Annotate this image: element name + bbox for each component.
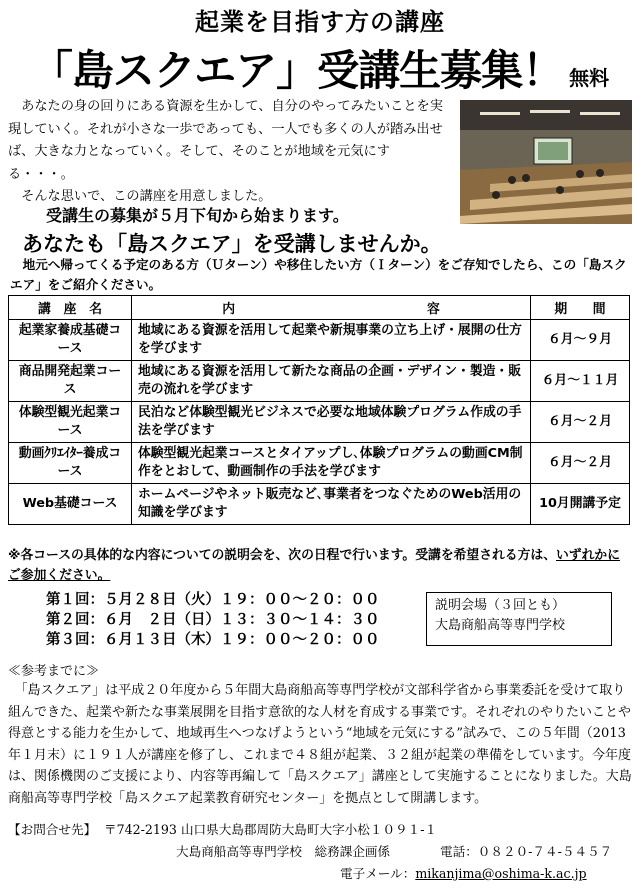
contact-label: 【お問合せ先】 (8, 822, 97, 837)
title-row (0, 38, 640, 98)
session-item: 第１回：５月２８日（火）１９：００～２０：００ (46, 592, 380, 608)
reference-body: 「島スクエア」は平成２０年度から５年間大島商船高等専門学校が文部科学省から事業委託を受けて取り組んできた、起業や新たな事業展開を目指す意欲的な人材を育成する事業です。それぞれのやりたいことや得意とする能力を生かして、地域再生へつなげようという“地域を元気にする”試みで、この５年間（2013年１月末）に１９１人が講座を修了し、これまで４８組が起業、３２組が起業の準備をしています。今年度は、関係機関のご支援により、内容等再編して「島スクエア」講座として実施することになりました。大島商船高等専門学校「島スクエア起業教育研究センター」を拠点として開講します。 (8, 683, 632, 806)
session-item: 第２回：６月 ２日（日）１３：３０～１４：３０ (46, 612, 380, 628)
venue-label: 説明会場（３回とも） (435, 598, 566, 613)
table-row (9, 361, 630, 402)
page-title: 「島スクエア」受講生募集！ (30, 46, 564, 95)
session-item: 第３回：６月１３日（木）１９：００～２０：００ (46, 632, 380, 648)
column-header: 講 座 名 (9, 296, 132, 320)
email-label: 電子メール： (340, 866, 416, 881)
email-link[interactable]: mikanjima@oshima-k.ac.jp (415, 866, 587, 881)
course-content: 民泊など体験型観光ビジネスで必要な地域体験プログラム作成の手法を学びます (132, 402, 531, 443)
page-subtitle: 起業を目指す方の講座 (195, 8, 445, 36)
briefing-note-text: ※各コースの具体的な内容についての説明会を、次の日程で行います。受講を希望される方は、 (8, 548, 556, 563)
briefing-note-emphasis: いずれかにご参加ください。 (8, 548, 620, 583)
referral-request: 地元へ帰ってくる予定のある方（Ｕターン）や移住したい方（Ｉターン）をご存知でしたら、この「島スクエア」をご紹介ください。 (10, 257, 627, 292)
contact-department: 大島商船高等専門学校 総務課企画係 (176, 844, 391, 859)
contact-address: 〒742-2193 山口県大島郡周防大島町大字小松１０９１-１ (104, 822, 438, 837)
course-period: ６月～１１月 (531, 361, 630, 402)
contact-email-line (8, 863, 632, 885)
course-content: ホームページやネット販売など､事業者をつなぐためのWeb活用の知識を学びます (132, 484, 531, 525)
intro-text (8, 96, 448, 209)
course-name: 動画ｸﾘｴｲﾀｰ養成コース (9, 443, 132, 484)
course-period: ６月～２月 (531, 443, 630, 484)
briefing-note (8, 546, 630, 586)
table-row (9, 484, 630, 525)
lecture-room-photo (460, 100, 632, 224)
session-list (46, 590, 380, 650)
course-name: 商品開発起業コース (9, 361, 132, 402)
free-badge: 無料 (569, 66, 610, 90)
reference-heading: ≪参考までに≫ (8, 664, 100, 679)
course-name: 体験型観光起業コース (9, 402, 132, 443)
contact-department-line (8, 841, 632, 863)
course-name: 起業家養成基礎コース (9, 320, 132, 361)
contact-phone: 電話：０８２０-７４-５４５７ (440, 844, 613, 859)
course-content: 地域にある資源を活用して起業や新規事業の立ち上げ・展開の仕方を学びます (132, 320, 531, 361)
invitation-heading: あなたも「島スクエア」を受講しませんか。 (22, 232, 442, 256)
lecture-room-photo-image (460, 100, 632, 224)
table-row (9, 402, 630, 443)
course-period: ６月～２月 (531, 402, 630, 443)
course-table (8, 295, 630, 525)
table-header-row (9, 296, 630, 320)
intro-paragraph: あなたの身の回りにある資源を生かして、自分のやってみたいことを実現していく。それが小さな一歩であっても、一人でも多くの人が踏み出せば、大きな力となっていく。そして、そのことが地域を元気にする・・・。 (8, 99, 443, 182)
recruitment-announcement: 受講生の募集が５月下旬から始まります。 (46, 206, 349, 225)
contact-address-line (8, 819, 632, 841)
course-content: 体験型観光起業コースとタイアップし､体験プログラムの動画CM制作をとおして、動画制作の手法を学びます (132, 443, 531, 484)
venue-box (426, 592, 612, 646)
intro-paragraph: そんな思いで、この講座を用意しました。 (8, 189, 272, 204)
table-row (9, 320, 630, 361)
venue-name: 大島商船高等専門学校 (435, 618, 566, 633)
column-header: 期 間 (531, 296, 630, 320)
course-content: 地域にある資源を活用して新たな商品の企画・デザイン・製造・販売の流れを学びます (132, 361, 531, 402)
table-row (9, 443, 630, 484)
course-period: 10月開講予定 (531, 484, 630, 525)
course-period: ６月～９月 (531, 320, 630, 361)
course-name: Web基礎コース (9, 484, 132, 525)
column-header: 内 容 (132, 296, 531, 320)
contact-block (8, 819, 632, 885)
